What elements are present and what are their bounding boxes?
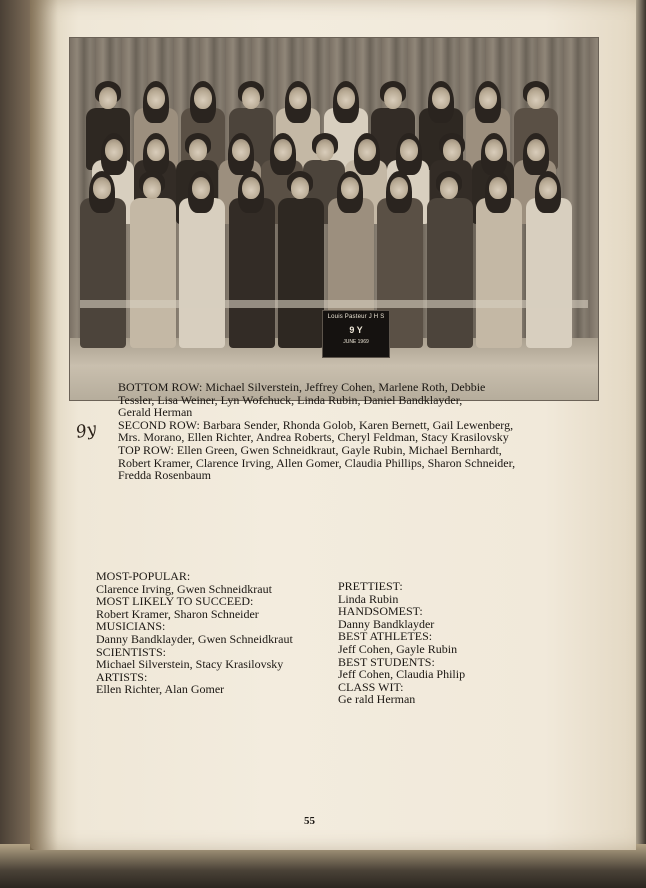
sign-school: Louis Pasteur J H S: [327, 314, 385, 320]
student-face: [341, 177, 359, 199]
handwritten-note: 9y: [74, 419, 99, 443]
student-face: [147, 87, 165, 109]
student-face: [143, 177, 161, 199]
award-line: BEST ATHLETES:: [338, 629, 433, 644]
student-face: [440, 177, 458, 199]
student-face: [93, 177, 111, 199]
caption-line: BOTTOM ROW: Michael Silverstein, Jeffrey Cohen, Marlene Roth, Debbie: [118, 380, 486, 394]
award-line: CLASS WIT:: [338, 679, 404, 694]
student-face: [358, 139, 376, 161]
class-photo: [70, 38, 598, 400]
caption-line: Robert Kramer, Clarence Irving, Allen Gomer, Claudia Phillips, Sharon Schneider,: [118, 455, 516, 470]
class-sign: [322, 310, 390, 358]
student-face: [432, 87, 450, 109]
student-face: [485, 139, 503, 161]
student-body: [278, 198, 324, 348]
award-line: ARTISTS:: [96, 669, 148, 684]
student-face: [527, 87, 545, 109]
caption-line: Fredda Rosenbaum: [118, 468, 211, 483]
award-line: Linda Rubin: [338, 591, 399, 606]
award-line: MOST LIKELY TO SUCCEED:: [96, 594, 254, 609]
award-line: MOST-POPULAR:: [96, 569, 191, 583]
student-face: [539, 177, 557, 199]
student-body: [179, 198, 225, 348]
student-face: [289, 87, 307, 109]
award-line: Ge rald Herman: [338, 692, 416, 707]
award-line: MUSICIANS:: [96, 619, 166, 634]
student-face: [242, 87, 260, 109]
page-gutter-shadow: [30, 0, 58, 850]
student-face: [316, 139, 334, 161]
award-line: Danny Bandklayder: [338, 616, 435, 631]
award-line: Jeff Cohen, Gayle Rubin: [338, 641, 458, 656]
caption-line: SECOND ROW: Barbara Sender, Rhonda Golob, Karen Bernett, Gail Lewenberg,: [118, 417, 514, 432]
student-face: [479, 87, 497, 109]
sign-date: JUNE 1969: [343, 339, 369, 345]
caption-line: Mrs. Morano, Ellen Richter, Andrea Roberts, Cheryl Feldman, Stacy Krasilovsky: [118, 430, 509, 445]
award-line: Robert Kramer, Sharon Schneider: [96, 606, 259, 621]
student-face: [242, 177, 260, 199]
award-line: Danny Bandklayder, Gwen Schneidkraut: [96, 631, 293, 646]
student-face: [189, 139, 207, 161]
award-line: Ellen Richter, Alan Gomer: [96, 682, 225, 697]
student-body: [80, 198, 126, 348]
student-face: [194, 87, 212, 109]
student-body: [476, 198, 522, 348]
caption-line: Tessler, Lisa Weiner, Lyn Wofchuck, Linda Rubin, Daniel Bandklayder,: [118, 392, 463, 407]
caption-line: Gerald Herman: [118, 405, 193, 420]
award-line: Jeff Cohen, Claudia Philip: [338, 667, 466, 682]
student-body: [130, 198, 176, 348]
awards-right-column: [338, 580, 465, 706]
student-face: [384, 87, 402, 109]
student-body: [526, 198, 572, 348]
page-number: 55: [304, 815, 315, 827]
award-line: PRETTIEST:: [338, 579, 403, 593]
student-face: [232, 139, 250, 161]
student-face: [390, 177, 408, 199]
student-face: [400, 139, 418, 161]
chair-row: [80, 300, 588, 308]
award-line: HANDSOMEST:: [338, 604, 423, 619]
awards-left-column: [96, 570, 293, 696]
student-face: [443, 139, 461, 161]
student-face: [489, 177, 507, 199]
scan-backdrop-bottom: [0, 844, 646, 888]
student-face: [105, 139, 123, 161]
award-line: BEST STUDENTS:: [338, 654, 435, 669]
student-face: [147, 139, 165, 161]
student-face: [99, 87, 117, 109]
award-line: SCIENTISTS:: [96, 644, 167, 659]
award-line: Clarence Irving, Gwen Schneidkraut: [96, 581, 272, 596]
student-face: [192, 177, 210, 199]
photo-caption: [118, 381, 588, 482]
student-face: [337, 87, 355, 109]
award-line: Michael Silverstein, Stacy Krasilovsky: [96, 657, 284, 672]
sign-class: 9 Y: [349, 325, 363, 335]
student-body: [229, 198, 275, 348]
student-face: [274, 139, 292, 161]
caption-line: TOP ROW: Ellen Green, Gwen Schneidkraut, Gayle Rubin, Michael Bernhardt,: [118, 442, 502, 457]
student-body: [427, 198, 473, 348]
student-face: [527, 139, 545, 161]
student-face: [291, 177, 309, 199]
